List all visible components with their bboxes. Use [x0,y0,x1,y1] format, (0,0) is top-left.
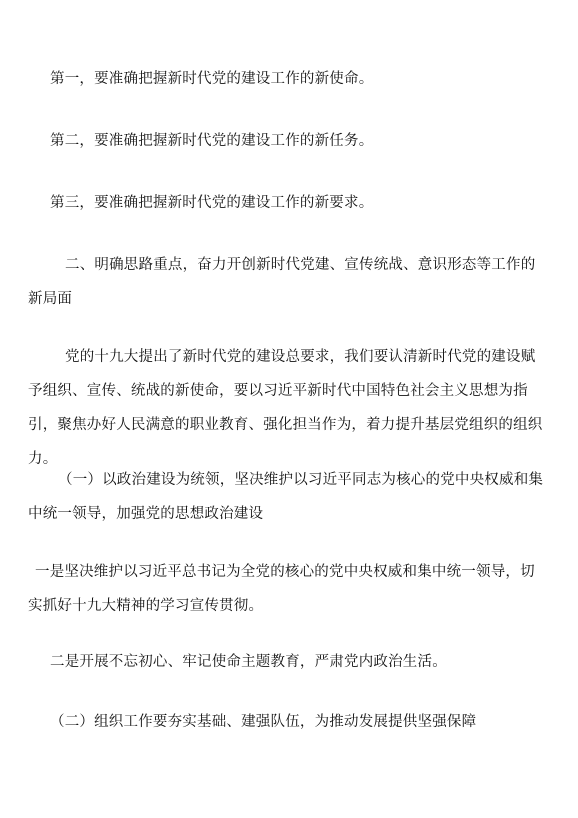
subheading-political-construction: （一）以政治建设为统领，坚决维护以习近平同志为核心的党中央权威和集中统一领导，加强党的思想政治建设 [28,472,544,522]
paragraph-nineteenth-congress: 党的十九大提出了新时代党的建设总要求，我们要认清新时代党的建设赋予组织、宣传、统战的新使命，要以习近平新时代中国特色社会主义思想为指引，聚焦办好人民满意的职业教育、强化担当作为，着力提升基层党组织的组织力。 [28,349,543,467]
paragraph-item-one: 一是坚决维护以习近平总书记为全党的核心的党中央权威和集中统一领导，切实抓好十九大精神的学习宣传贯彻。 [28,564,535,614]
paragraph-first-mission: 第一，要准确把握新时代党的建设工作的新使命。 [50,71,374,87]
section-heading-two: 二、明确思路重点，奋力开创新时代党建、宣传统战、意识形态等工作的新局面 [28,257,536,307]
paragraph-second-task: 第二，要准确把握新时代党的建设工作的新任务。 [50,133,374,149]
subheading-organization-work: （二）组织工作要夯实基础、建强队伍，为推动发展提供坚强保障 [50,714,477,730]
paragraph-third-requirement: 第三，要准确把握新时代党的建设工作的新要求。 [50,195,374,211]
paragraph-item-two: 二是开展不忘初心、牢记使命主题教育，严肃党内政治生活。 [50,654,447,670]
